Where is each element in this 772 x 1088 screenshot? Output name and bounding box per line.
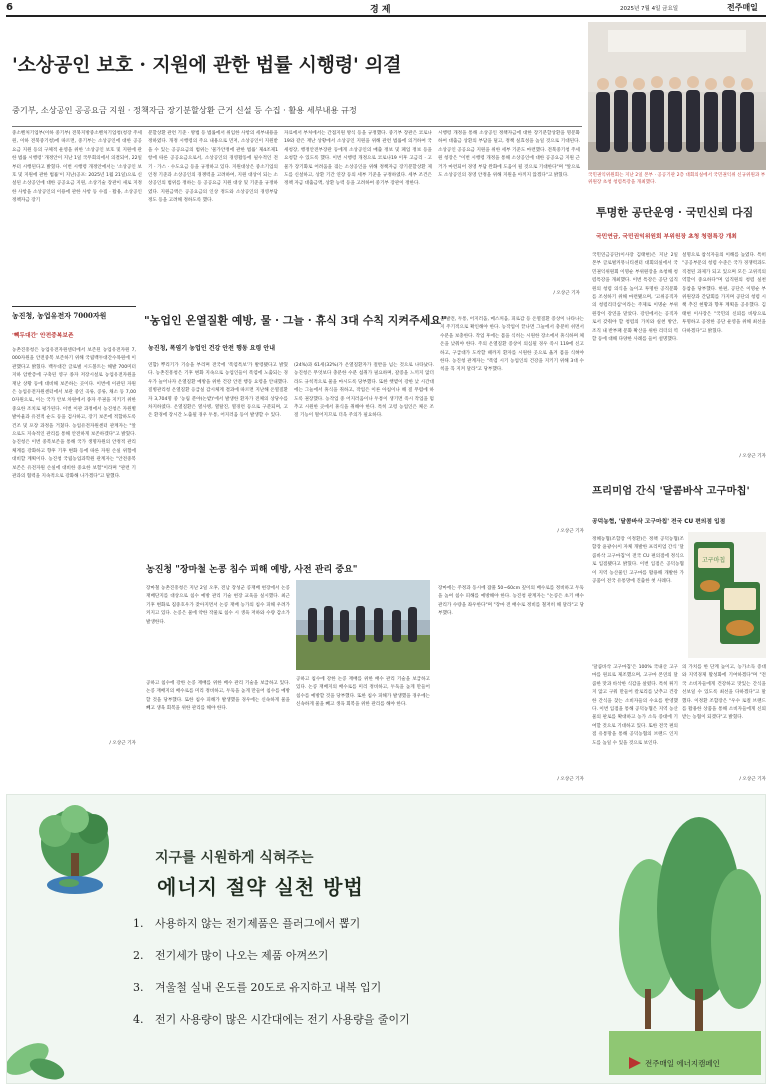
heat-col-2: (24%)과 61세(32%)가 온열질환자가 절반을 넘는 것으로 나타났다. 농진청은 무엇보다 충분한 수분 섭취가 필요하며, 갈증을 느끼지 않더라도 규칙적으로 물을 마시도록 당부했다. 또한 햇볕이 강한 낮 시간대에는 그늘에서 휴식을 취하고, 작업은 이른 아침이나 해 질 무렵에 하도록 권장했다. 농작업 중 어지러움이나 두통이 생기면 즉시 작업을 멈추고 시원한 곳에서 휴식을 취해야 한다. 특히 고령 농업인은 체온 조절 기능이 떨어지므로 더욱 주의가 필요하다. [294, 363, 434, 419]
premium-subhead: 공덕농협, '달콤바삭 고구마칩' 전국 CU 편의점 입점 [592, 519, 726, 525]
field-photo [296, 580, 430, 670]
heat-col-3: 을 발견, 두통, 어지러움, 메스꺼움, 피로감 등 온열질환 증상이 나타나는지 주기적으로 확인해야 한다. 농작업이 끝나면 그늘에서 충분히 쉬면서 수분을 보충한다. 작업 후에는 몸을 식히는 시원한 장소에서 휴식하며 체온을 낮춰야 한다. 주의 온열질환 증상이 의심될 경우 즉시 119에 신고하고, 구급대가 도착할 때까지 환자를 시원한 곳으로 옮겨 몸을 식혀야 한다. 농진청 관계자는 "폭염 시기 농업인의 건강을 지키기 위해 3대 수칙을 꼭 지켜 달라"고 당부했다. [440, 317, 584, 373]
leaf-decor-icon [6, 1025, 71, 1084]
flood-byline: / 오상근 기자 [557, 777, 584, 782]
snack-photo [688, 532, 766, 658]
premium-body-left: '달콤바삭 고구마칩'은 100% 국내산 고구마를 원료로 제조했으며, 고구마 본연의 달콤한 맛과 바삭한 식감을 살렸다. 특히 튀기지 않고 구워 만들어 칼로리를 낮추고 건강한 간식을 찾는 소비자들의 수요를 반영했다. 이번 입점을 통해 공덕농협은 지역 농산물의 판로를 확대하고 농가 소득 증대에 기여할 것으로 기대하고 있다. 또한 전국 편의점 유통망을 통해 공덕농협의 브랜드 인지도를 높일 수 있을 것으로 보인다. [592, 665, 678, 746]
lead-col-4: 시행령 개정을 통해 소상공인 정책자금에 대한 장기분할상환을 명문화하여 대출금 상환의 부담을 덜고, 정책 실효성을 높일 것으로 기대된다. 소상공인 공공요금 지원을 위한 세부 기준도 마련했다. 전북중기청 주세원 청장은 "이번 시행령 개정을 통해 소상공인에 대한 공공요금 지원 근거가 마련되어 경영 부담 완화에 도움이 될 것으로 기대한다"며 "앞으로도 소상공인의 경영 안정을 위해 지원을 아끼지 않겠다"고 밝혔다. [438, 131, 580, 179]
earth-tree-icon [25, 801, 125, 897]
campaign-label: 전주매일 에너지캠페인 [645, 1058, 720, 1068]
banner-item [133, 1003, 603, 1035]
right-top-headline: 투명한 공단운영 · 국민신뢰 다짐 [596, 206, 754, 219]
flood-col-2: 공하고 침수에 강한 논콩 재배를 위한 배수 관리 기술을 보급하고 있다. 논콩 재배지의 배수로를 미리 정비하고, 두둑을 높게 만들어 침수를 예방할 것을 당부했다. 또한 침수 피해가 발생했을 경우에는 신속하게 물을 빼고 생육 회복을 위한 관리를 해야 한다. [296, 677, 430, 708]
left-mid-headline: 농진청, 농업유전자 7000자원 [12, 311, 107, 320]
banner-item-number: 1. [133, 916, 144, 930]
group-photo [588, 22, 766, 170]
flood-col1-extra-fill [146, 680, 290, 776]
issue-date: 2025년 7월 4일 금요일 [620, 6, 679, 12]
campaign-badge [629, 1057, 720, 1069]
banner-item-number: 2. [133, 948, 144, 962]
banner-item-number: 3. [133, 980, 144, 994]
tree-landscape-illustration [609, 799, 761, 1075]
banner-list [133, 907, 603, 1035]
banner-item [133, 939, 603, 971]
lead-rule [12, 126, 582, 127]
premium-body-top: 정혜농협(조합장 이정환)은 정책 공덕농협(조합장 윤광수)이 자체 개발한 프리미엄 간식 '달콤바삭 고구마칩'이 전국 CU 편의점에 정식으로 입점됐다고 밝혔다. 이번 입점은 공덕농협이 지역 농산물인 고구마를 활용해 개발한 가공품이 전국 유통망에 진출한 첫 사례다. [592, 537, 684, 585]
flood-col-3: 장마에는 주정과 동시에 잡풀 50~60cm 깊이의 배수로를 정비하고 두둑을 높여 침수 피해를 예방해야 한다. 농진청 관계자는 "논콩은 초기 배수 관리가 수량을 좌우한다"며 "장마 전 배수로 정비를 철저히 해 달라"고 당부했다. [438, 586, 584, 617]
right-top-subhead: 국민연금, 국민권익위원회 부위원장 초청 청렴특강 개최 [596, 234, 737, 240]
heat-col-1: 연합) 뿌리기가 기승을 부리며 전국에 '폭염특보'가 발령됐다고 밝혔다. 농촌진흥청은 기후 변화 지속으로 농업인들이 폭염에 노출되는 경우가 늘어나자 온열질환 예방을 위한 건강 안전 행동 요령을 안내했다. 질병관리청 온열질환 응급실 감시체계 결과에 따르면 지난해 온열질환자 3,704명 중 '농림 분야(논밭)'에서 발생한 환자가 전체의 상당수를 차지하였다. 온열질환은 열사병, 열탈진, 열경련 등으로 구분되며, 고온 환경에 장시간 노출될 경우 두통, 어지러움 등이 발생할 수 있다. [148, 363, 288, 419]
page-header [0, 0, 772, 16]
banner-item-text: 전기세가 많이 나오는 제품 아껴쓰기 [155, 949, 329, 962]
left-mid-byline: / 오상근 기자 [109, 741, 136, 746]
lead-headline: '소상공인 보호 · 지원에 관한 법률 시행령' 의결 [12, 54, 402, 76]
banner-item-text: 사용하지 않는 전기제품은 플러그에서 뽑기 [155, 917, 361, 930]
premium-headline: 프리미엄 간식 '달콤바삭 고구마칩' [592, 485, 750, 497]
snack-package-label: 고구마칩 [702, 557, 726, 564]
lead-subhead: 중기부, 소상공인 공공요금 지원 · 정책자금 장기분할상환 근거 신설 등 수집 · 활용 세부내용 규정 [12, 105, 357, 115]
heat-byline: / 오상근 기자 [557, 529, 584, 534]
left-mid-rule [12, 306, 136, 307]
banner-item [133, 971, 603, 1003]
flood-col-1: 장마철 농촌진흥청은 지난 2일 오후, 전남 장성군 콩재배 현장에서 논콩 재배단지를 대상으로 침수 예방 관리 기술 현장 교육을 실시했다. 최근 기후 변화로 집중호우가 잦아지면서 논콩 재배 농가의 침수 피해 우려가 커지고 있다. 논콩은 물에 약한 작물로 침수 시 생육 저하와 수량 감소가 발생한다. [146, 586, 290, 625]
group-photo-caption: 국민권익위원회는 지난 2일 본부 · 공공기관 2층 대회의실에서 국민권익위 신규위원과 부위원장 초청 청렴특강을 개최했다. [588, 173, 766, 185]
flood-headline: 농진청 "장마철 논콩 침수 피해 예방, 사전 관리 중요" [146, 565, 358, 575]
heat-subhead: 농진청, 폭염기 농업인 건강 안전 행동 요령 안내 [148, 345, 276, 352]
right-top-col-2: 설명으로 참석자들의 이해를 높였다. 특히 "공공부문의 청렴 수준은 국가 경쟁력과도 직결된 과제가 되고 있으며 모든 고위직의 역할이 중요하다"며 임직원의 청렴 실천 동참을 당부했다. 한편, 공단은 이명순 부위원장과 간담회를 가지며 공단의 청렴 시책 추진 현황과 향후 계획을 공유했다. 김태현 이사장은 "국민의 신뢰를 바탕으로 투명하고 공정한 공단 운영을 위해 최선을 다하겠다"고 밝혔다. [682, 253, 766, 334]
banner-item [133, 907, 603, 939]
group-photo-illustration [588, 22, 766, 170]
banner-item-text: 겨울철 실내 온도를 20도로 유지하고 내복 입기 [155, 981, 382, 994]
banner-item-text: 전기 사용량이 많은 시간대에는 전기 사용량을 줄이기 [155, 1013, 410, 1026]
snack-package-illustration [688, 532, 766, 658]
lead-col-1: 중소벤처기업부(이하 중기부) 전북지방중소벤처기업청(청장 주세원, 이하 전북중기청)에 따르면, 중기부는 소상공인에 대한 공공요금 지원 등의 구체적 운영을 위한 '소상공인 보호 및 지원에 관한 법률 시행령' 개정안이 지난 1일 국무회의에서 의결되어, 22일부터 시행된다고 밝혔다. 이번 시행령 개정안에서는 '소상공인 보호 및 지원에 관한 법률'이 지난(공포: 2025년 1월 21일)으로 신설된 소상공인에 대한 공공요금 지원, 소상기술 장관이 새로 지정한 사항을 소상공인의 이용에 관한 사항 등 수집 · 활용, 소상공인 정책자금 장기 [12, 131, 142, 204]
section-name: 경 제 [370, 5, 391, 15]
banner-title-line2: 에너지 절약 실천 방법 [157, 875, 364, 899]
left-mid-body: 농촌진흥청은 농업유전자원센터에서 보존된 농업유전자원 7,000자원을 안전중복 보존하기 위해 국립백두대간수목원에 이관했다고 밝혔다. 백두대간 글로벌 시드볼트는 해발 700미터 지하 암반층에 구축된 영구 종자 저장시설로 농업유전자원을 재난 상황 등에 대비해 보존하는 곳이다. 이번에 이관된 자원은 농업유전자원센터에서 보관 중인 곡류, 콩류, 채소 등 7,000자원으로, 이는 국가 안보 차원에서 종자 주권을 지키기 위한 중요한 조치로 평가된다. 이번 이관 과정에서 농진청은 자원별 발아율과 유전적 순도 등을 검사하고, 장기 보존에 적합하도록 건조 및 포장 과정을 거쳤다. 농업유전자원센터 관계자는 "앞으로도 지속적인 관리를 통해 안전하게 보존하겠다"고 밝혔다. 농진청은 이번 중복보존을 통해 국가 생명자원의 안정적 관리 체계를 강화하고 향후 기후 변화 등에 따른 자원 손실 위험에 대비할 계획이다. 농진청 국립농업과학원 관계자는 "안전중복 보존은 유전자원 손실에 대비한 중요한 보험"이라며 "관련 기관과의 협력을 지속적으로 강화해 나가겠다"고 말했다. [12, 348, 136, 480]
banner-item-number: 4. [133, 1012, 144, 1026]
right-top-col-1: 국민연금공단(이사장 김태현)은 지난 2일 본부 글로벌커뮤니티센터 대회의실에서 국민권익위원회 이명순 부위원장을 초청해 청렴특강을 개최했다. 이번 특강은 공단 임직원의 청렴 의식을 높이고 투명한 공직문화를 조성하기 위해 마련됐으며, '고위공직자의 청렴리더십'이라는 주제로 이명순 부위원장이 강연을 맡았다. 강연에서는 공직자로서 갖춰야 할 청렴의 가치와 실천 방안, 조직 내 반부패 문화 확산을 위한 리더의 역할 등에 대해 다양한 사례를 들어 설명했다. [592, 253, 678, 343]
banner-title-line1: 지구를 시원하게 식혀주는 [155, 850, 314, 866]
left-mid-kicker: '빽두대간' 안전중복보존 [12, 333, 74, 339]
header-rule [6, 15, 766, 17]
paper-name: 전주매일 [727, 3, 758, 12]
campaign-arrow-icon [629, 1057, 641, 1069]
energy-banner [6, 794, 766, 1084]
field-photo-illustration [296, 580, 430, 670]
right-top-byline: / 오상근 기자 [739, 454, 766, 459]
lead-byline: / 오상근 기자 [553, 291, 580, 296]
premium-byline: / 오상근 기자 [739, 777, 766, 782]
flood-col-1-cont: 공하고 침수에 강한 논콩 재배를 위한 배수 관리 기술을 보급하고 있다. 논콩 재배지의 배수로를 미리 정비하고, 두둑을 높게 만들어 침수를 예방할 것을 당부했다. 또한 침수 피해가 발생했을 경우에는 신속하게 물을 빼고 생육 회복을 위한 관리를 해야 한다. [146, 681, 290, 712]
lead-col-2: 분할상환 관련 기준 · 방법 등 법률에서 위임한 사항의 세부내용을 정하였다. 개정 시행령의 주요 내용으로 먼저, 소상공인이 지원받을 수 있는 공공요금의 범위는 '물가안정에 관한 법률' 제4조제1항에 따른 공공요금으로서, 소상공인의 경영활동에 필수적인 전기 · 가스 · 수도요금 등을 규정하고 있다. 지원대상은 중소기업의 인정 기준과 소상공인의 경쟁력을 고려하여, 지원 대상이 되는 소상공인의 범위를 정하는 등 공공요금 지원 대상 및 기준을 규정하였다. 지원금액은 공공요금의 인상 정도와 소상공인의 경영부담 정도 등을 고려해 정하도록 했다. [148, 131, 278, 204]
page-number: 6 [6, 2, 13, 13]
lead-col-3: 자료에서 부처에서는 간접지원 방식 등을 규정했다. 중기부 장관은 코로나19와 같은 재난 상황에서 소상공인 지원을 위해 관련 법률에 의거하여 국세청장, 행정안전부장관 등에게 소상공인의 매출 정보 및 폐업 정보 등을 요청할 수 있도록 했다. 이번 시행령 개정으로 코로나19 이후 고금리 · 고물가 장기화로 어려움을 겪는 소상공인을 위해 정책자금 장기분할상환 제도를 신설하고, 상환 기간 연장 등의 세부 기준을 규정하였다. 세부 조건은 정책 자금 대출금액, 상환 능력 등을 고려하여 중기부 장관이 정한다. [284, 131, 432, 187]
premium-body-right: 의 가치를 한 단계 높이고, 농가소득 증대와 지역경제 활성화에 기여하겠다"며 "전국 소비자들에게 건강하고 맛있는 간식을 선보일 수 있도록 최선을 다하겠다"고 말했다. 이정환 조합장은 "우수 로컬 브랜드를 활용한 상품을 통해 소비자들에게 신뢰받는 농협이 되겠다"고 밝혔다. [682, 665, 766, 721]
heat-headline: "농업인 온열질환 예방, 물 · 그늘 · 휴식 3대 수칙 지켜주세요" [144, 314, 447, 327]
